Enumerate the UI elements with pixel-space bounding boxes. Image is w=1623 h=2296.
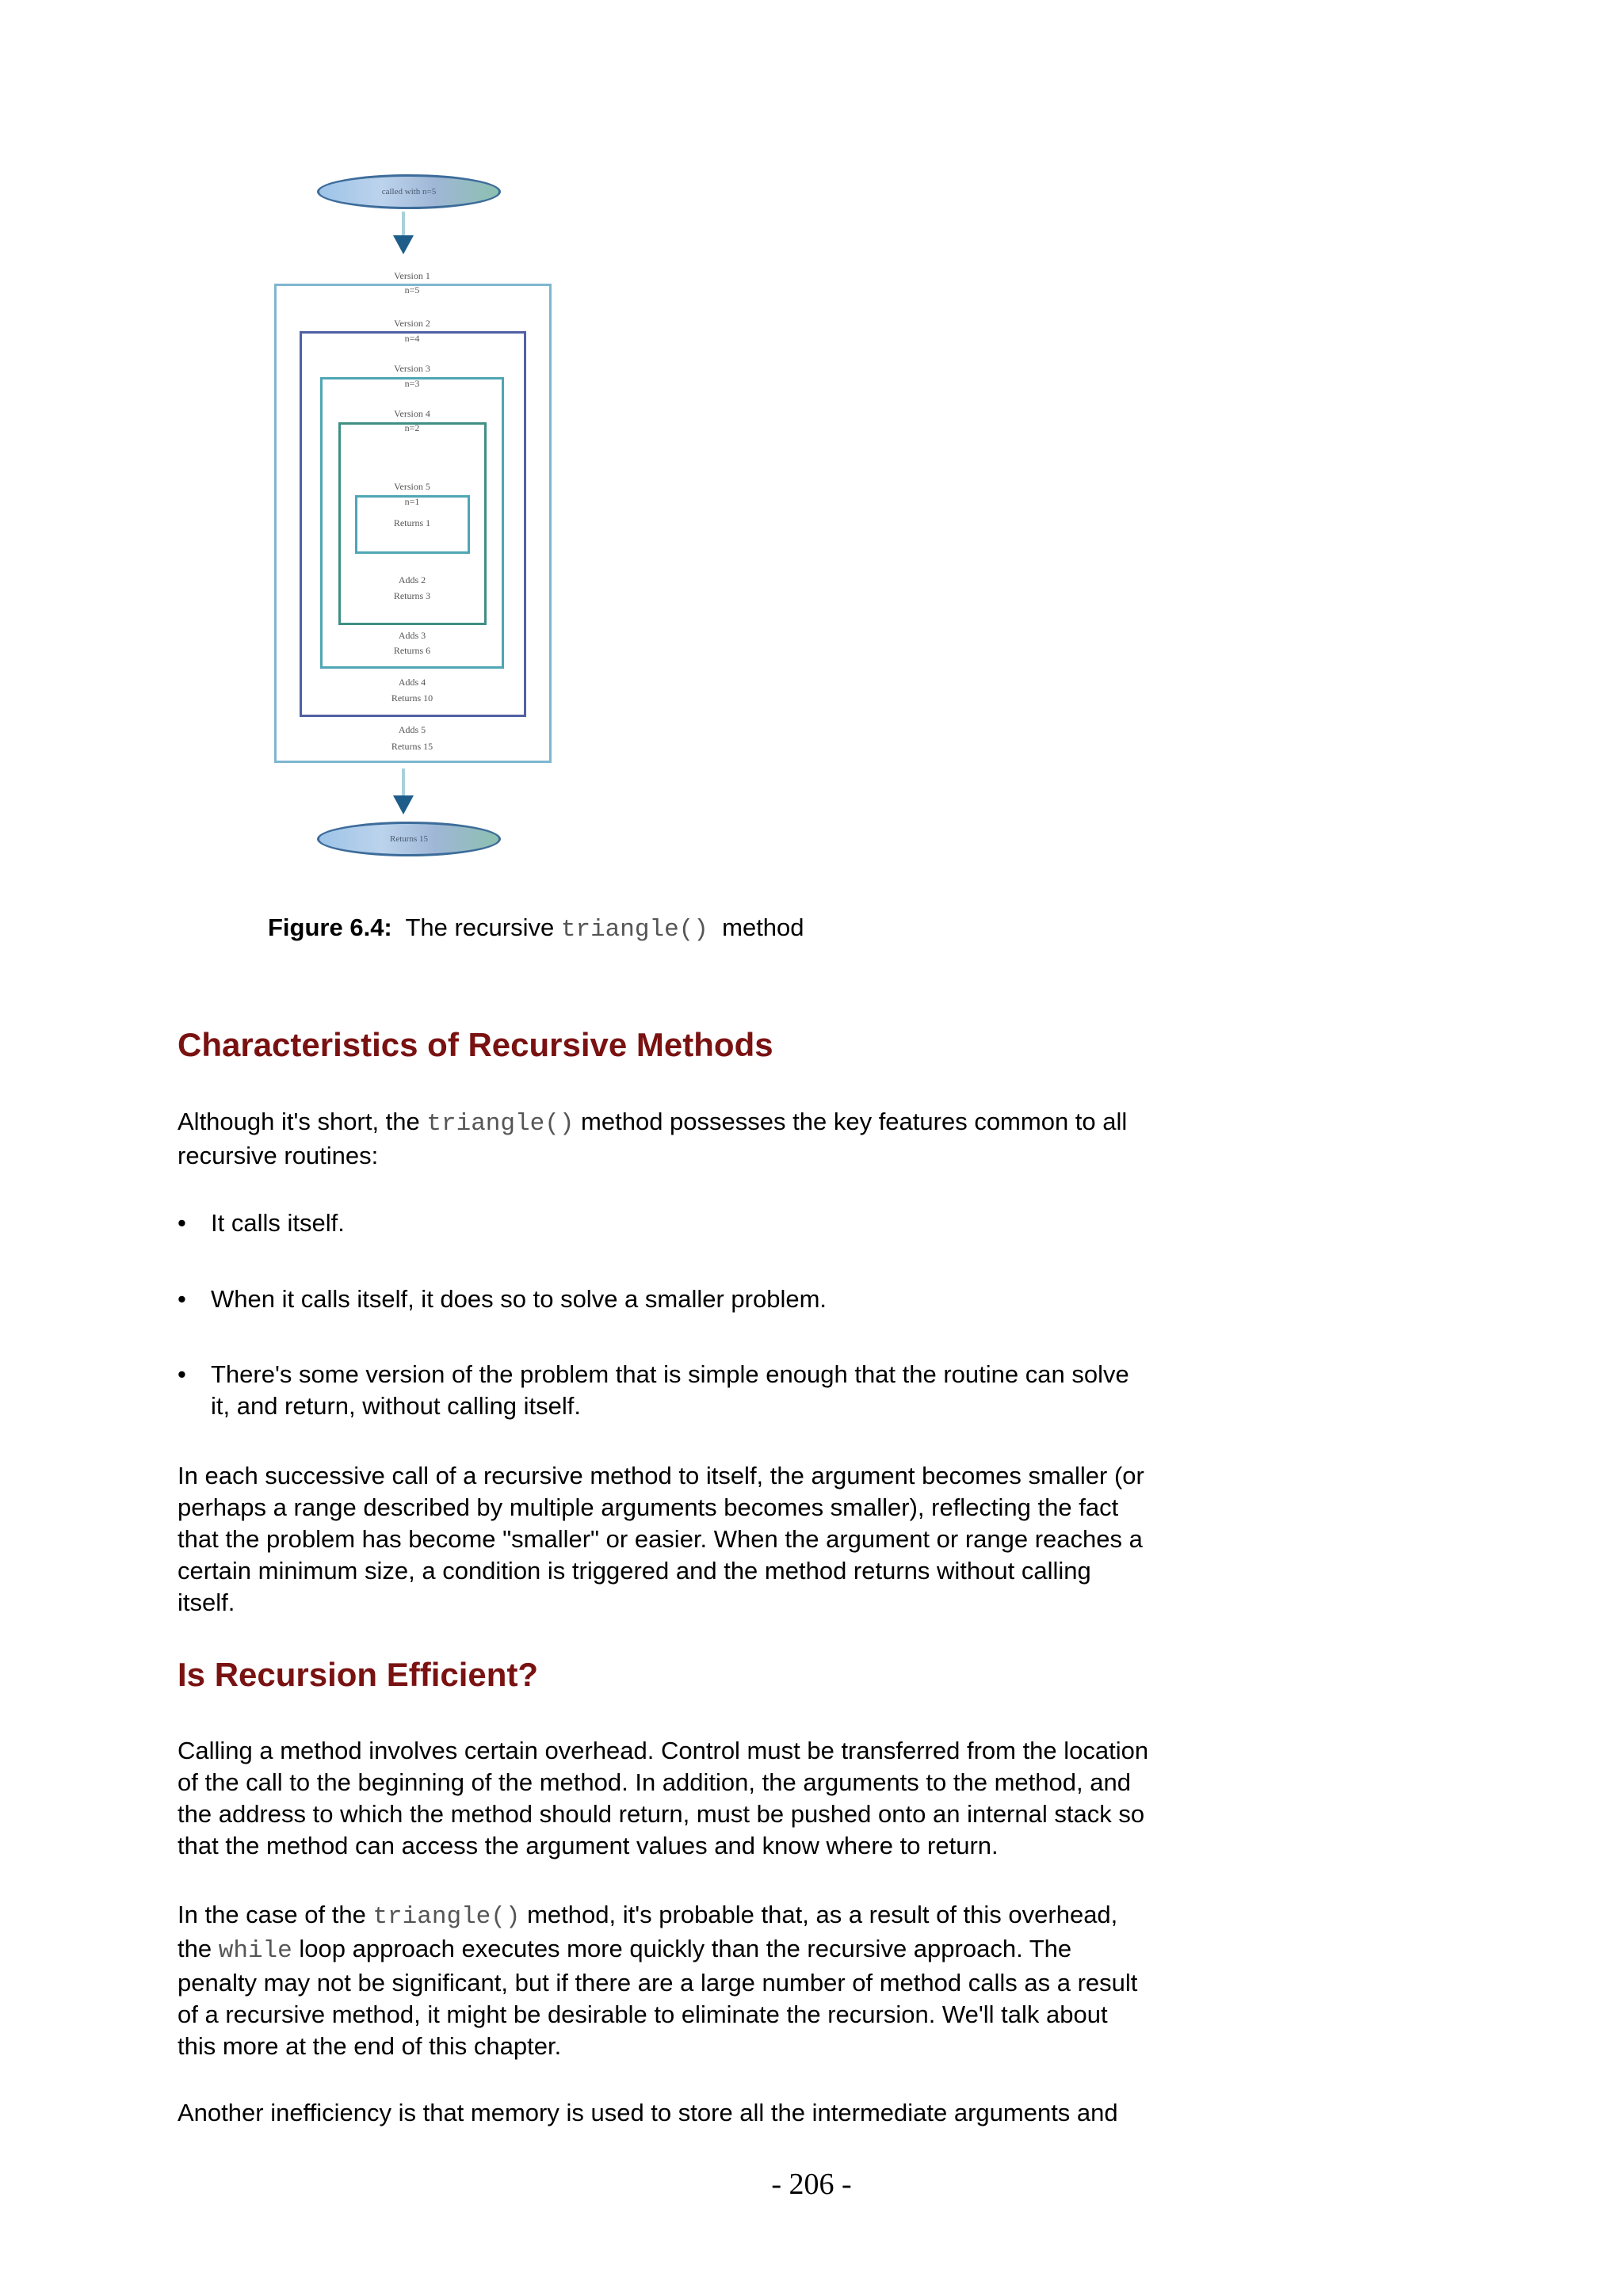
version-1-title: Version 1 (394, 270, 430, 281)
para-text: In the case of the (178, 1901, 366, 1928)
para-line: certain minimum size, a condition is triggered and the method returns without calling (178, 1557, 1091, 1585)
para-line: perhaps a range described by multiple arguments becomes smaller), reflecting the fact (178, 1493, 1119, 1521)
page-number: - 206 - (771, 2168, 852, 2201)
para-text: method, it's probable that, as a result of this overhead, (527, 1901, 1118, 1928)
inline-code: while (218, 1937, 292, 1965)
version-4-title: Version 4 (394, 408, 430, 419)
version-3-n: n=3 (404, 378, 420, 389)
version-4-returns: Returns 3 (393, 590, 431, 601)
arrow-stem-bottom (402, 769, 405, 795)
bullet-marker: • (178, 1360, 186, 1388)
version-2-adds: Adds 4 (398, 677, 426, 688)
para-line: this more at the end of this chapter. (178, 2032, 562, 2060)
version-3-title: Version 3 (394, 363, 430, 374)
triangle-overhead-paragraph (178, 1899, 1271, 2062)
return-oval: Returns 15 (317, 822, 501, 856)
para-line: In each successive call of a recursive method to itself, the argument becomes smaller (or (178, 1462, 1144, 1489)
intro-text-3: recursive routines: (178, 1142, 379, 1169)
para-text: loop approach executes more quickly than the recursive approach. The (299, 1935, 1072, 1962)
caption-label: Figure 6.4: (268, 913, 392, 941)
bullet-line: it, and return, without calling itself. (211, 1392, 581, 1420)
arrow-stem-top (402, 212, 405, 235)
memory-paragraph: Another inefficiency is that memory is used to store all the intermediate arguments and (178, 2099, 1118, 2126)
version-1-returns: Returns 15 (391, 741, 433, 752)
caption-code: triangle() (560, 916, 708, 944)
recursion-diagram (269, 166, 571, 864)
intro-paragraph (178, 1106, 1271, 1172)
bullet-item: It calls itself. (211, 1209, 345, 1237)
caption-text-end: method (722, 913, 804, 941)
version-2-returns: Returns 10 (391, 692, 433, 704)
bullet-marker: • (178, 1285, 186, 1313)
intro-text: Although it's short, the (178, 1108, 420, 1135)
heading-characteristics: Characteristics of Recursive Methods (178, 1026, 773, 1063)
version-5-title: Version 5 (394, 481, 430, 492)
para-line: of the call to the beginning of the method. In addition, the arguments to the method, and (178, 1768, 1131, 1796)
version-5-n: n=1 (404, 496, 420, 507)
bullet-item: When it calls itself, it does so to solve a smaller problem. (211, 1285, 827, 1313)
version-1-n: n=5 (404, 284, 420, 296)
call-oval: called with n=5 (317, 174, 501, 209)
figure-caption (268, 913, 804, 944)
para-line: itself. (178, 1589, 235, 1616)
intro-text-2: method possesses the key features common to all (581, 1108, 1128, 1135)
version-4-adds: Adds 2 (398, 574, 426, 585)
heading-efficiency: Is Recursion Efficient? (178, 1656, 539, 1693)
para-text: the (178, 1935, 212, 1962)
version-4-n: n=2 (404, 422, 420, 433)
para-line: penalty may not be significant, but if there are a large number of method calls as a result (178, 1969, 1138, 1997)
arrow-down-icon (393, 795, 414, 814)
arrow-down-icon (393, 235, 414, 254)
para-line: of a recursive method, it might be desirable to eliminate the recursion. We'll talk about (178, 2000, 1108, 2028)
version-2-title: Version 2 (394, 318, 430, 329)
version-3-returns: Returns 6 (393, 645, 431, 656)
para-line: the address to which the method should return, must be pushed onto an internal stack so (178, 1800, 1145, 1828)
intro-code: triangle() (426, 1110, 575, 1138)
para-line: Calling a method involves certain overhead. Control must be transferred from the location (178, 1737, 1149, 1764)
version-5-returns: Returns 1 (393, 517, 431, 528)
para-line: that the problem has become "smaller" or easier. When the argument or range reaches a (178, 1525, 1143, 1553)
bullet-marker: • (178, 1209, 186, 1237)
version-3-adds: Adds 3 (398, 630, 426, 641)
para-line: that the method can access the argument values and know where to return. (178, 1832, 999, 1859)
caption-text: The recursive (405, 913, 555, 941)
bullet-item (211, 1359, 1273, 1422)
version-2-n: n=4 (404, 333, 420, 344)
bullet-line: There's some version of the problem that is simple enough that the routine can solve (211, 1360, 1129, 1388)
overhead-paragraph (178, 1735, 1271, 1862)
version-1-adds: Adds 5 (398, 724, 426, 735)
successive-call-paragraph (178, 1460, 1271, 1619)
inline-code: triangle() (372, 1903, 521, 1931)
